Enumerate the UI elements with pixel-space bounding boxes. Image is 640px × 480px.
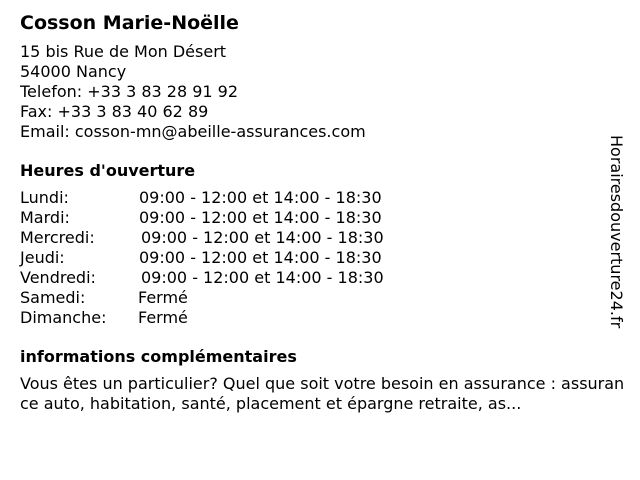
hours-day: Samedi: [20,288,86,307]
brand-watermark: Horairesdouverture24.fr [607,135,626,329]
address-street: 15 bis Rue de Mon Désert [20,42,227,61]
info-title: informations complémentaires [20,347,297,366]
hours-time: 09:00 - 12:00 et 14:00 - 18:30 [139,208,382,227]
opening-hours-table [20,188,620,328]
hours-row-vendredi [20,268,620,288]
hours-row-lundi [20,188,620,208]
hours-time: 09:00 - 12:00 et 14:00 - 18:30 [141,228,384,247]
hours-time: 09:00 - 12:00 et 14:00 - 18:30 [139,248,382,267]
hours-row-mardi [20,208,620,228]
hours-time: Fermé [138,288,188,307]
info-description: Vous êtes un particulier? Quel que soit votre besoin en assurance : assurance auto, habitation, santé, placement et épargne retraite, as... [20,374,625,413]
hours-row-samedi [20,288,620,308]
phone-number[interactable]: Telefon: +33 3 83 28 91 92 [20,82,239,101]
hours-day: Mardi: [20,208,70,227]
business-card [20,10,625,414]
hours-day: Lundi: [20,188,69,207]
email-address[interactable]: Email: cosson-mn@abeille-assurances.com [20,122,366,141]
business-name: Cosson Marie-Noëlle [20,12,239,34]
hours-row-mercredi [20,228,620,248]
hours-day: Jeudi: [20,248,65,267]
hours-row-jeudi [20,248,620,268]
hours-day: Vendredi: [20,268,96,287]
hours-time: 09:00 - 12:00 et 14:00 - 18:30 [141,268,384,287]
fax-number: Fax: +33 3 83 40 62 89 [20,102,209,121]
hours-row-dimanche [20,308,620,328]
address-city: 54000 Nancy [20,62,127,81]
hours-time: 09:00 - 12:00 et 14:00 - 18:30 [139,188,382,207]
hours-title: Heures d'ouverture [20,161,196,180]
hours-day: Dimanche: [20,308,107,327]
hours-time: Fermé [138,308,188,327]
hours-day: Mercredi: [20,228,95,247]
